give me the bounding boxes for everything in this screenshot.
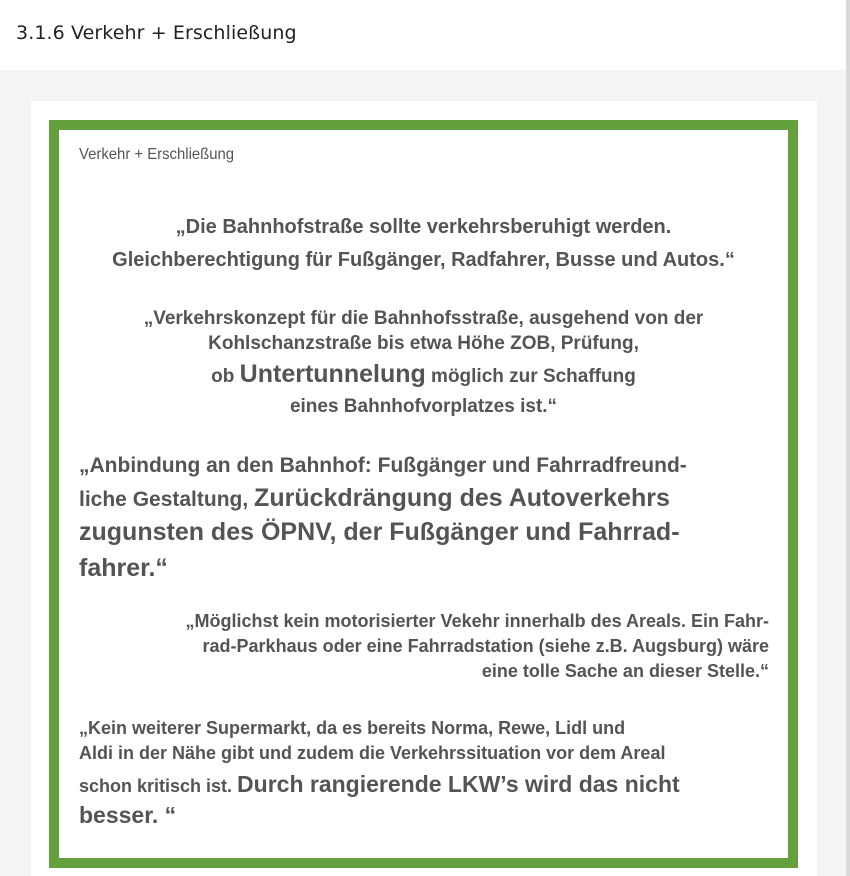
quote-3-emphasis: Zurückdrängung des Autoverkehrs [254,484,670,512]
quote-5-line-1: „Kein weiterer Supermarkt, da es bereits Norma, Rewe, Lidl und [79,718,626,738]
quote-5-line-2: Aldi in der Nähe gibt und zudem die Verkehrssituation vor dem Areal [79,743,666,763]
page-title: 3.1.6 Verkehr + Erschließung [16,22,297,44]
quote-5-line-3 [79,771,680,798]
quote-3-line-4: fahrer.“ [79,554,168,582]
quote-3-line-2 [79,484,670,513]
quote-4-line-1: „Möglichst kein motorisierter Vekehr innerhalb des Areals. Ein Fahr- [185,611,769,631]
quote-2-line-3 [59,360,788,389]
scrollbar-track[interactable] [846,0,850,876]
quote-2-line-1: „Verkehrskonzept für die Bahnhofsstraße, ausgehend von der [143,308,704,329]
page-header [0,0,850,70]
quote-1-line-1: „Die Bahnhofstraße sollte verkehrsberuhigt werden. [175,216,672,238]
quote-3-line-1: „Anbindung an den Bahnhof: Fußgänger und Fahrradfreund- [79,454,687,477]
quote-4-line-2: rad-Parkhaus oder eine Fahrradstation (siehe z.B. Augsburg) wäre [202,636,769,656]
quote-2-line-3-post: möglich zur Schaffung [425,366,636,387]
quote-4-line-3: eine tolle Sache an dieser Stelle.“ [481,661,769,681]
quote-5-emphasis: Durch rangierende LKW’s wird das nicht [237,771,680,797]
quote-3-line-3: zugunsten des ÖPNV, der Fußgänger und Fahrrad- [79,518,680,546]
quote-2-emphasis: Untertunnelung [239,360,426,388]
panel-label: Verkehr + Erschließung [79,146,235,163]
quote-2-line-2: Kohlschanzstraße bis etwa Höhe ZOB, Prüfung, [208,333,639,354]
quote-5-line-3-pre: schon kritisch ist. [79,776,238,796]
quote-5-line-4: besser. “ [79,802,177,828]
quote-1-line-2: Gleichberechtigung für Fußgänger, Radfahrer, Busse und Autos.“ [112,249,735,271]
quote-2-line-4: eines Bahnhofvorplatzes ist.“ [289,396,558,417]
quote-2-line-3-pre: ob [211,366,240,387]
quote-3-line-2-pre: liche Gestaltung, [79,488,255,511]
